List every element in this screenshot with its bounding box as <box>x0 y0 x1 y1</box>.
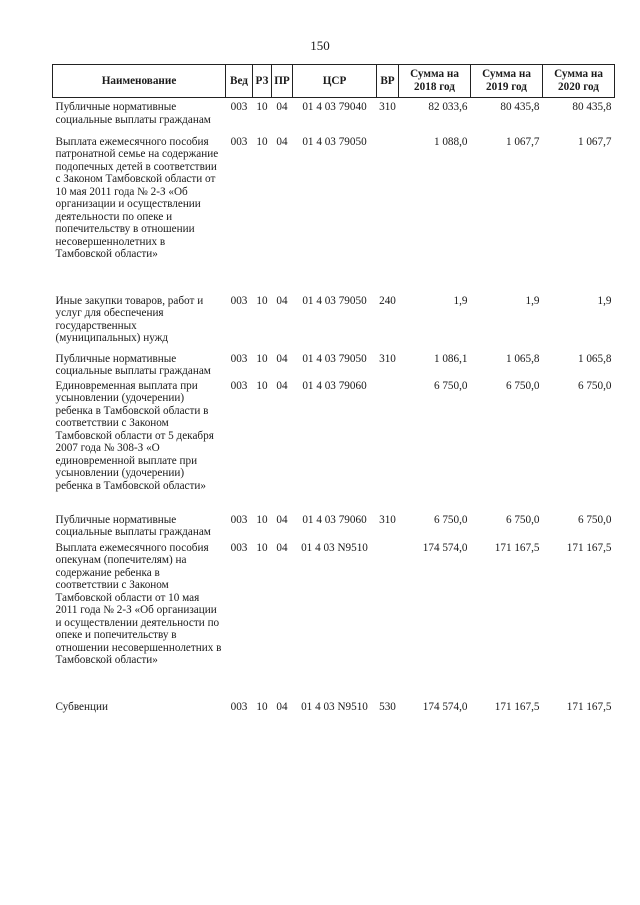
header-vr: ВР <box>377 65 399 98</box>
table-row <box>53 694 615 714</box>
cell-sum-2020: 6 750,0 <box>577 513 612 526</box>
cell-sum-2019: 6 750,0 <box>505 513 540 526</box>
cell-pr: 04 <box>276 101 288 113</box>
cell-sum-2019: 1 067,7 <box>505 135 540 148</box>
cell-ved: 003 <box>230 294 248 307</box>
cell-pr: 04 <box>276 135 288 148</box>
cell-sum-2020: 171 167,5 <box>566 541 612 554</box>
cell-csr: 01 4 03 79060 <box>302 513 367 526</box>
page-number: 150 <box>310 38 330 53</box>
cell-sum-2018: 6 750,0 <box>433 513 468 526</box>
cell-rz: 10 <box>256 701 268 713</box>
cell-csr: 01 4 03 79050 <box>302 294 367 307</box>
budget-table <box>52 64 615 714</box>
cell-name: Единовременная выплата при усыновлении (удочерении) ребенка в Тамбовской области в соответствии с Законом Тамбовской области от 5 декабря 2007 года № 308-З «О единовременной выплате при усыновлении (удочерении) ребенка в Тамбовской области» <box>55 379 214 492</box>
cell-ved: 003 <box>230 513 248 526</box>
cell-sum-2020: 1,9 <box>597 294 612 307</box>
table-header <box>53 65 615 98</box>
cell-name: Иные закупки товаров, работ и услуг для обеспечения государственных (муниципальных) нужд <box>55 294 204 344</box>
header-sum-2018: Сумма на 2018 год <box>399 65 471 98</box>
table-row <box>53 542 615 694</box>
cell-ved: 003 <box>230 701 248 713</box>
cell-csr: 01 4 03 N9510 <box>301 541 368 554</box>
header-name: Наименование <box>53 65 226 98</box>
cell-name: Выплата ежемесячного пособия патронатной семье на содержание подопечных детей в соответствии с Законом Тамбовской области от 10 мая 2011 года № 2-З «Об организации и осуществлении деятельности по опеке и попечительству в отношении несовершеннолетних в Тамбовской области» <box>55 135 219 260</box>
cell-vr: 310 <box>379 352 396 365</box>
cell-pr: 04 <box>276 294 288 307</box>
cell-sum-2020: 80 435,8 <box>572 101 612 113</box>
cell-pr: 04 <box>276 513 288 526</box>
cell-vr: 310 <box>379 101 396 113</box>
cell-rz: 10 <box>256 541 268 554</box>
cell-sum-2020: 171 167,5 <box>566 701 612 713</box>
cell-sum-2019: 1,9 <box>525 294 540 307</box>
cell-vr <box>377 136 399 295</box>
table-row <box>53 353 615 380</box>
cell-rz: 10 <box>256 379 268 392</box>
cell-sum-2018: 82 033,6 <box>428 101 468 113</box>
cell-pr: 04 <box>276 701 288 713</box>
cell-vr: 240 <box>379 294 396 307</box>
cell-ved: 003 <box>230 352 248 365</box>
cell-sum-2019: 80 435,8 <box>500 101 540 113</box>
cell-pr: 04 <box>276 541 288 554</box>
table-row <box>53 136 615 295</box>
header-sum-2020: Сумма на 2020 год <box>543 65 615 98</box>
cell-name: Публичные нормативные социальные выплаты гражданам <box>55 101 211 126</box>
cell-sum-2018: 1,9 <box>453 294 468 307</box>
cell-ved: 003 <box>230 379 248 392</box>
header-csr: ЦСР <box>293 65 377 98</box>
cell-csr: 01 4 03 79060 <box>302 379 367 392</box>
cell-ved: 003 <box>230 135 248 148</box>
cell-rz: 10 <box>256 101 268 113</box>
cell-pr: 04 <box>276 352 288 365</box>
cell-name: Публичные нормативные социальные выплаты гражданам <box>55 352 211 377</box>
cell-sum-2018: 6 750,0 <box>433 379 468 392</box>
cell-vr <box>377 380 399 514</box>
cell-sum-2018: 1 086,1 <box>433 352 468 365</box>
table-row <box>53 295 615 353</box>
cell-name: Публичные нормативные социальные выплаты гражданам <box>55 513 211 538</box>
table-row <box>53 514 615 542</box>
cell-sum-2020: 1 065,8 <box>577 352 612 365</box>
cell-sum-2018: 1 088,0 <box>433 135 468 148</box>
cell-name: Выплата ежемесячного пособия опекунам (попечителям) на содержание ребенка в соответствии с Законом Тамбовской области от 10 мая 2011 года № 2-З «Об организации и осуществлении деятельности по опеке и попечительству в отношении несовершеннолетних в Тамбовской области» <box>55 541 222 666</box>
cell-rz: 10 <box>256 294 268 307</box>
cell-sum-2019: 1 065,8 <box>505 352 540 365</box>
table-row <box>53 380 615 514</box>
cell-rz: 10 <box>256 352 268 365</box>
cell-rz: 10 <box>256 513 268 526</box>
table-body <box>53 98 615 714</box>
cell-sum-2019: 171 167,5 <box>494 701 540 713</box>
cell-csr: 01 4 03 79050 <box>302 352 367 365</box>
cell-ved: 003 <box>230 101 248 113</box>
table-row <box>53 98 615 136</box>
cell-vr: 310 <box>379 513 396 526</box>
cell-sum-2018: 174 574,0 <box>422 541 468 554</box>
cell-csr: 01 4 03 N9510 <box>301 701 368 713</box>
cell-sum-2020: 6 750,0 <box>577 379 612 392</box>
cell-sum-2019: 6 750,0 <box>505 379 540 392</box>
cell-vr <box>377 542 399 694</box>
header-ved: Вед <box>226 65 253 98</box>
cell-vr: 530 <box>379 701 396 713</box>
cell-rz: 10 <box>256 135 268 148</box>
cell-name: Субвенции <box>55 701 108 713</box>
header-pr: ПР <box>272 65 293 98</box>
cell-sum-2019: 171 167,5 <box>494 541 540 554</box>
header-sum-2019: Сумма на 2019 год <box>471 65 543 98</box>
header-rz: РЗ <box>253 65 272 98</box>
cell-csr: 01 4 03 79050 <box>302 135 367 148</box>
cell-pr: 04 <box>276 379 288 392</box>
cell-sum-2020: 1 067,7 <box>577 135 612 148</box>
cell-ved: 003 <box>230 541 248 554</box>
cell-sum-2018: 174 574,0 <box>422 701 468 713</box>
cell-csr: 01 4 03 79040 <box>302 101 367 113</box>
